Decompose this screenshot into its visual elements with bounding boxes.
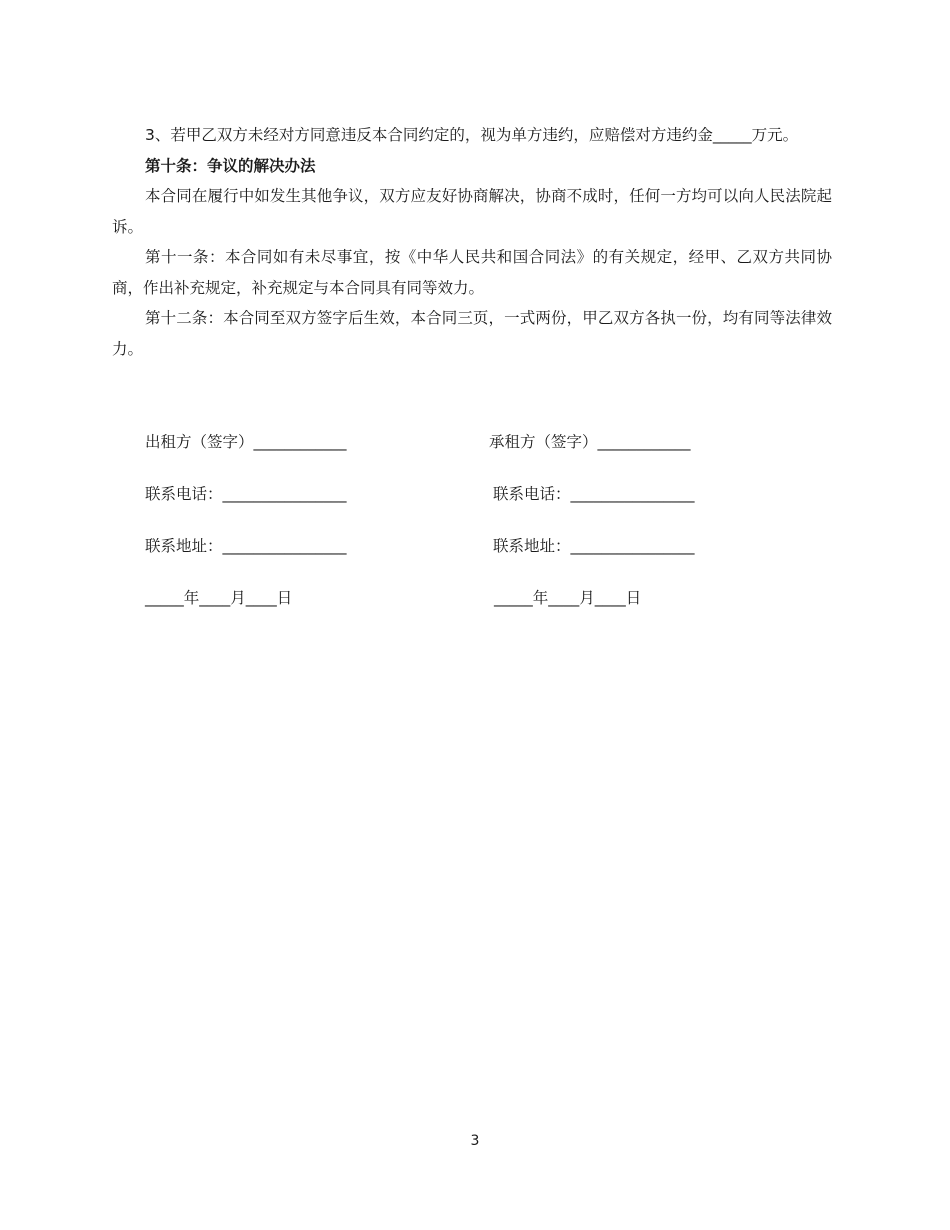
- article-10-heading: 第十条：争议的解决办法: [145, 156, 316, 175]
- article-9-clause-3: 3、若甲乙双方未经对方同意违反本合同约定的，视为单方违约，应赔偿对方违约金_____万元。: [145, 126, 799, 144]
- lessee-phone-line: 联系电话：________________: [493, 485, 695, 503]
- page-number: 3: [470, 1133, 480, 1149]
- lessor-date-line: _____年____月____日: [145, 589, 293, 607]
- article-10-text: 本合同在履行中如发生其他争议，双方应友好协商解决，协商不成时，任何一方均可以向人民法院起诉。: [112, 187, 832, 236]
- lessor-phone-line: 联系电话：________________: [145, 485, 347, 503]
- article-11-text: 第十一条：本合同如有未尽事宜，按《中华人民共和国合同法》的有关规定，经甲、乙双方共同协商，作出补充规定，补充规定与本合同具有同等效力。: [112, 248, 832, 297]
- lessee-date-line: _____年____月____日: [494, 589, 642, 607]
- lessor-signature-line: 出租方（签字）____________: [145, 433, 347, 451]
- lessee-signature-line: 承租方（签字）____________: [489, 433, 691, 451]
- contract-body: [112, 120, 832, 364]
- lessee-address-line: 联系地址：________________: [493, 537, 695, 555]
- lessor-address-line: 联系地址：________________: [145, 537, 347, 555]
- article-12-text: 第十二条：本合同至双方签字后生效，本合同三页，一式两份，甲乙双方各执一份，均有同等法律效力。: [112, 309, 832, 358]
